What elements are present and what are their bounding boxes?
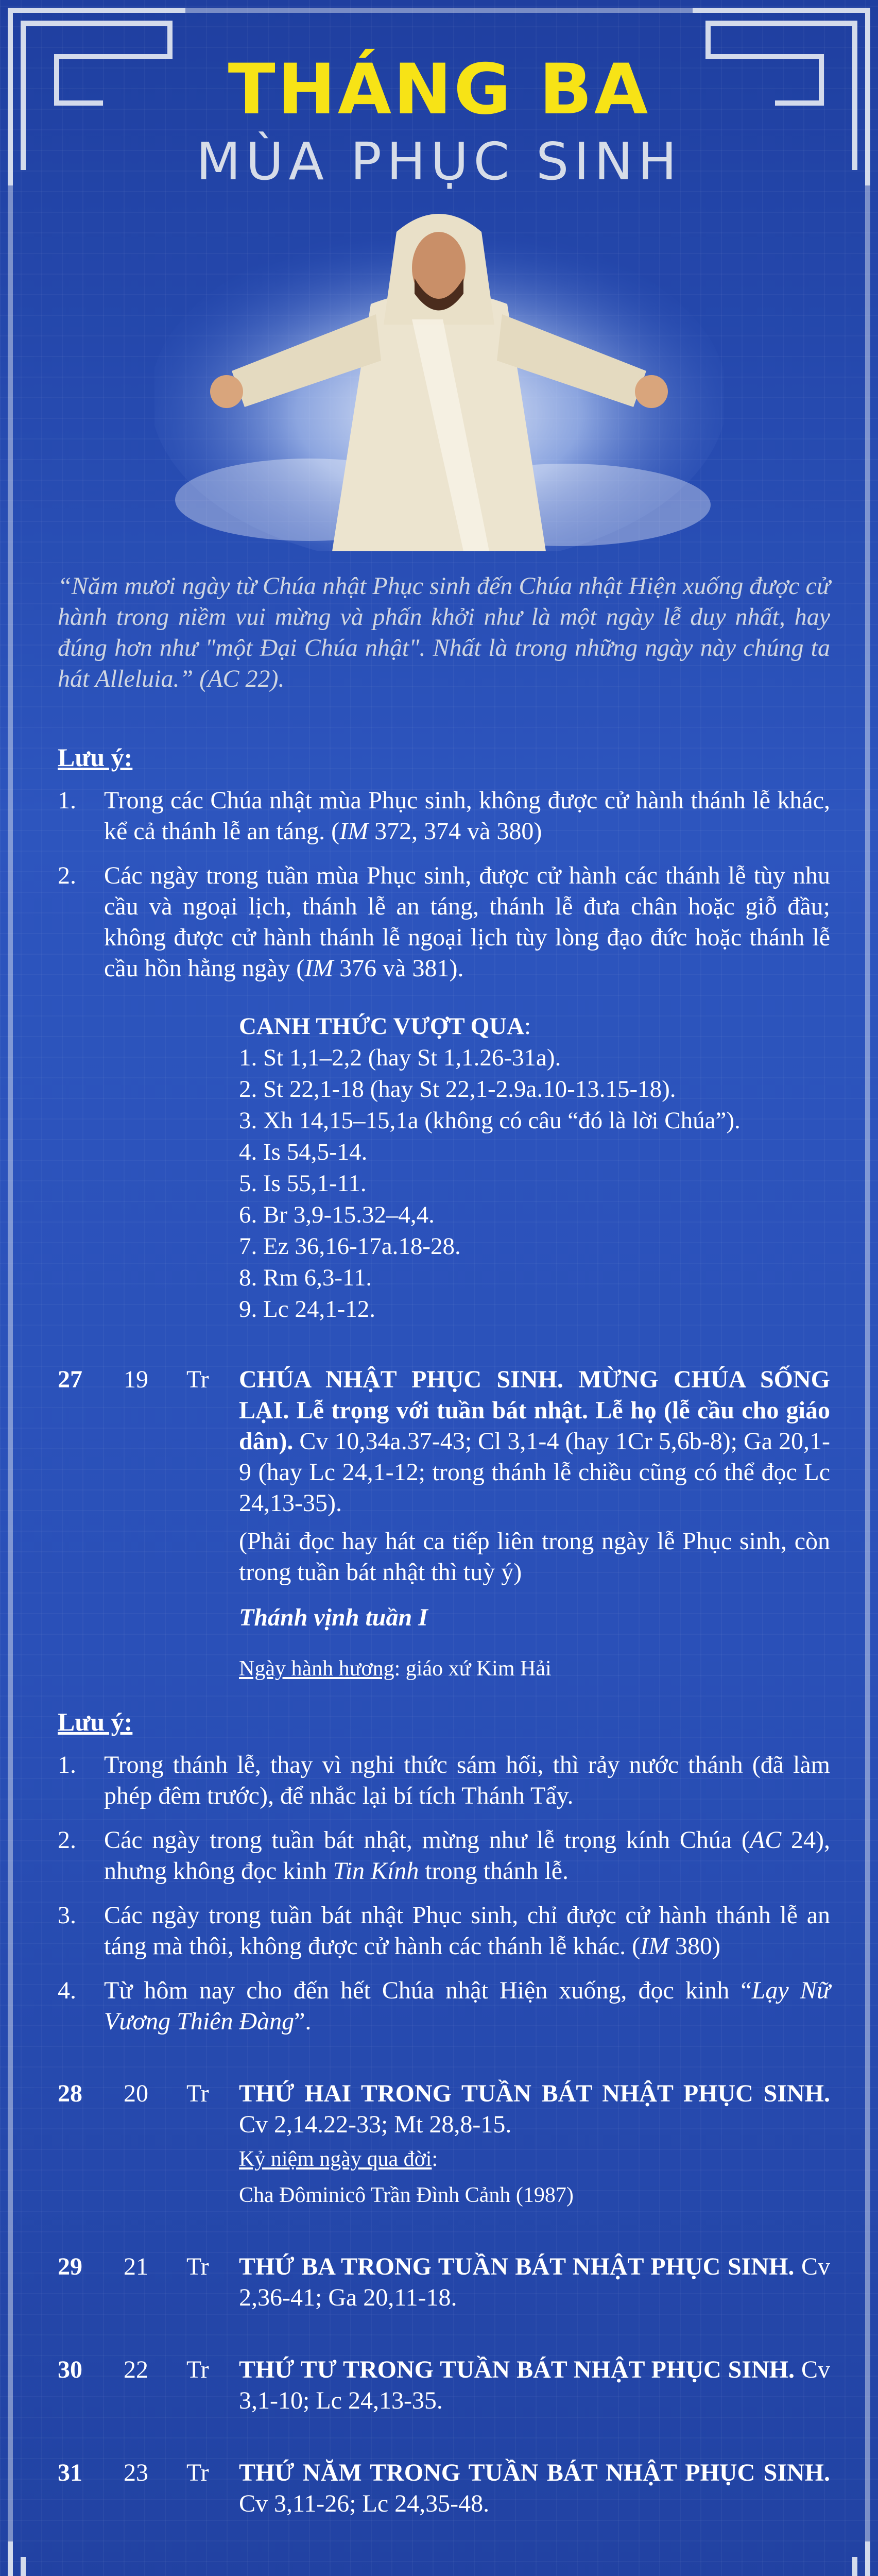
note-text: Các ngày trong tuần bát nhật Phục sinh, chỉ được cử hành thánh lễ an táng mà thôi, không được cử hành các thánh lễ khác. ( bbox=[104, 1902, 830, 1960]
list-number: 2. bbox=[58, 862, 76, 889]
lunar-day: 21 bbox=[124, 2253, 148, 2280]
list-number: 1. bbox=[58, 787, 76, 814]
note-text-tail: ”. bbox=[294, 2008, 312, 2035]
note-ref: IM bbox=[304, 955, 334, 982]
list-item bbox=[58, 1900, 830, 1962]
day-title: THỨ TƯ TRONG TUẦN BÁT NHẬT PHỤC SINH. bbox=[239, 2356, 795, 2383]
day-number: 27 bbox=[58, 1366, 82, 1393]
note-text-tail: 380) bbox=[669, 1933, 721, 1960]
note-ref: IM bbox=[339, 818, 369, 845]
feast-title: CHÚA NHẬT PHỤC SINH. MỪNG CHÚA SỐNG LẠI. Lễ trọng với tuần bát nhật. Lễ họ (lễ cầu cho giáo dân). bbox=[239, 1366, 830, 1455]
day-readings: Cv 3,11-26; Lc 24,35-48. bbox=[239, 2490, 490, 2517]
pilgrimage-label: Ngày hành hương bbox=[239, 1657, 394, 1681]
list-number: 3. bbox=[58, 1902, 76, 1929]
note-text-tail: trong thánh lễ. bbox=[419, 1857, 569, 1885]
memorial-label: Kỷ niệm ngày qua đời bbox=[239, 2147, 432, 2171]
list-item bbox=[58, 1825, 830, 1887]
day-title: THỨ HAI TRONG TUẦN BÁT NHẬT PHỤC SINH. bbox=[239, 2080, 830, 2107]
notes-heading: Lưu ý: bbox=[58, 1707, 133, 1736]
note-text-tail: 376 và 381). bbox=[333, 955, 464, 982]
quote-reference-tail: 22). bbox=[239, 665, 285, 692]
reading-item: 8. Rm 6,3-11. bbox=[239, 1264, 372, 1291]
lunar-day: 19 bbox=[124, 1366, 148, 1393]
note-ref: Tin Kính bbox=[333, 1857, 419, 1885]
psalter-week: Thánh vịnh tuần I bbox=[239, 1604, 428, 1631]
feast-readings: Cv 10,34a.37-43; Cl 3,1-4 (hay 1Cr 5,6b-8); Ga 20,1-9 (hay Lc 24,1-12; trong thánh lễ chiều cũng có thể đọc Lc 24,13-35). bbox=[239, 1428, 830, 1517]
note-text-tail: 372, 374 và 380) bbox=[368, 818, 542, 845]
memorial-colon: : bbox=[432, 2147, 438, 2171]
note-text: Trong thánh lễ, thay vì nghi thức sám hối, thì rảy nước thánh (đã làm phép đêm trước), để nhắc lại bí tích Thánh Tẩy. bbox=[104, 1751, 830, 1809]
day-readings: Cv 2,14.22-33; Mt 28,8-15. bbox=[239, 2111, 512, 2138]
note-text: Các ngày trong tuần mùa Phục sinh, được cử hành các thánh lễ tùy nhu cầu và ngoại lịch, thánh lễ an táng, thánh lễ đưa chân hoặc giỗ đầu; không được cử hành thánh lễ ngoại lịch tùy lòng đạo đức hoặc thánh lễ cầu hồn hằng ngày ( bbox=[104, 862, 830, 982]
note-ref: IM bbox=[640, 1933, 669, 1960]
lunar-day: 20 bbox=[124, 2080, 148, 2107]
pilgrimage-value: : giáo xứ Kim Hải bbox=[394, 1657, 552, 1681]
calendar-entry bbox=[58, 2251, 830, 2313]
reading-item: 1. St 1,1–2,2 (hay St 1,1.26-31a). bbox=[239, 1044, 561, 1071]
note-ref: Lạy Nữ Vương Thiên Đàng bbox=[104, 1977, 831, 2035]
lunar-day: 23 bbox=[124, 2459, 148, 2486]
notes-heading: Lưu ý: bbox=[58, 743, 133, 772]
day-readings: Cv 3,1-10; Lc 24,13-35. bbox=[239, 2356, 831, 2414]
day-number: 29 bbox=[58, 2253, 82, 2280]
liturgical-color: Tr bbox=[186, 1366, 209, 1393]
page-title: THÁNG BA bbox=[228, 49, 650, 130]
note-text: Từ hôm nay cho đến hết Chúa nhật Hiện xuống, đọc kinh “ bbox=[104, 1977, 752, 2004]
reading-item: 2. St 22,1-18 (hay St 22,1-2.9a.10-13.15-18). bbox=[239, 1076, 676, 1103]
reading-item: 5. Is 55,1-11. bbox=[239, 1170, 367, 1197]
day-number: 30 bbox=[58, 2356, 82, 2383]
note-text: Các ngày trong tuần bát nhật, mừng như lễ trọng kính Chúa ( bbox=[104, 1826, 750, 1854]
list-item bbox=[58, 785, 830, 847]
feast-note: (Phải đọc hay hát ca tiếp liên trong ngày lễ Phục sinh, còn trong tuần bát nhật thì tuỳ ý) bbox=[239, 1528, 830, 1586]
memorial-value: Cha Đôminicô Trần Đình Cảnh (1987) bbox=[239, 2183, 574, 2207]
note-text-tail: 24), nhưng không đọc kinh bbox=[104, 1826, 831, 1885]
vigil-colon: : bbox=[524, 1013, 531, 1040]
calendar-content bbox=[58, 742, 830, 2519]
day-readings: Cv 2,36-41; Ga 20,11-18. bbox=[239, 2253, 831, 2311]
day-title: THỨ BA TRONG TUẦN BÁT NHẬT PHỤC SINH. bbox=[239, 2253, 795, 2280]
list-number: 2. bbox=[58, 1826, 76, 1854]
reading-item: 3. Xh 14,15–15,1a (không có câu “đó là lời Chúa”). bbox=[239, 1107, 741, 1134]
reading-item: 9. Lc 24,1-12. bbox=[239, 1296, 375, 1323]
day-title: THỨ NĂM TRONG TUẦN BÁT NHẬT PHỤC SINH. bbox=[239, 2459, 830, 2486]
list-item bbox=[58, 860, 830, 984]
easter-quote bbox=[58, 571, 830, 694]
calendar-entry bbox=[58, 2078, 830, 2210]
note-ref: AC bbox=[749, 1826, 782, 1854]
calendar-entry-easter bbox=[58, 1364, 830, 1684]
page-subtitle: MÙA PHỤC SINH bbox=[196, 131, 682, 192]
note-text: Trong các Chúa nhật mùa Phục sinh, không được cử hành thánh lễ khác, kể cả thánh lễ an táng. ( bbox=[104, 787, 830, 845]
notes-list bbox=[58, 785, 830, 984]
liturgical-color: Tr bbox=[186, 2356, 209, 2383]
notes-list bbox=[58, 1750, 830, 2037]
reading-item: 6. Br 3,9-15.32–4,4. bbox=[239, 1201, 435, 1228]
list-item bbox=[58, 1975, 830, 2037]
list-number: 4. bbox=[58, 1977, 76, 2004]
easter-vigil-readings bbox=[239, 1011, 830, 1325]
quote-reference: AC bbox=[208, 665, 239, 692]
risen-christ-illustration bbox=[154, 191, 724, 551]
liturgical-color: Tr bbox=[186, 2080, 209, 2107]
quote-text: “Năm mươi ngày từ Chúa nhật Phục sinh đến Chúa nhật Hiện xuống được cử hành trong niềm vui mừng và phấn khởi như là một ngày lễ duy nhất, hay đúng hơn như "một Đại Chúa nhật". Nhất là trong những ngày này chúng ta hát Alleluia.” ( bbox=[58, 572, 830, 692]
reading-item: 7. Ez 36,16-17a.18-28. bbox=[239, 1233, 461, 1260]
liturgical-color: Tr bbox=[186, 2253, 209, 2280]
reading-item: 4. Is 54,5-14. bbox=[239, 1139, 368, 1165]
list-item bbox=[58, 1750, 830, 1811]
liturgical-color: Tr bbox=[186, 2459, 209, 2486]
calendar-entry bbox=[58, 2458, 830, 2519]
lunar-day: 22 bbox=[124, 2356, 148, 2383]
day-number: 28 bbox=[58, 2080, 82, 2107]
list-number: 1. bbox=[58, 1751, 76, 1778]
vigil-heading: CANH THỨC VƯỢT QUA bbox=[239, 1013, 525, 1040]
calendar-entry bbox=[58, 2354, 830, 2416]
day-number: 31 bbox=[58, 2459, 82, 2486]
